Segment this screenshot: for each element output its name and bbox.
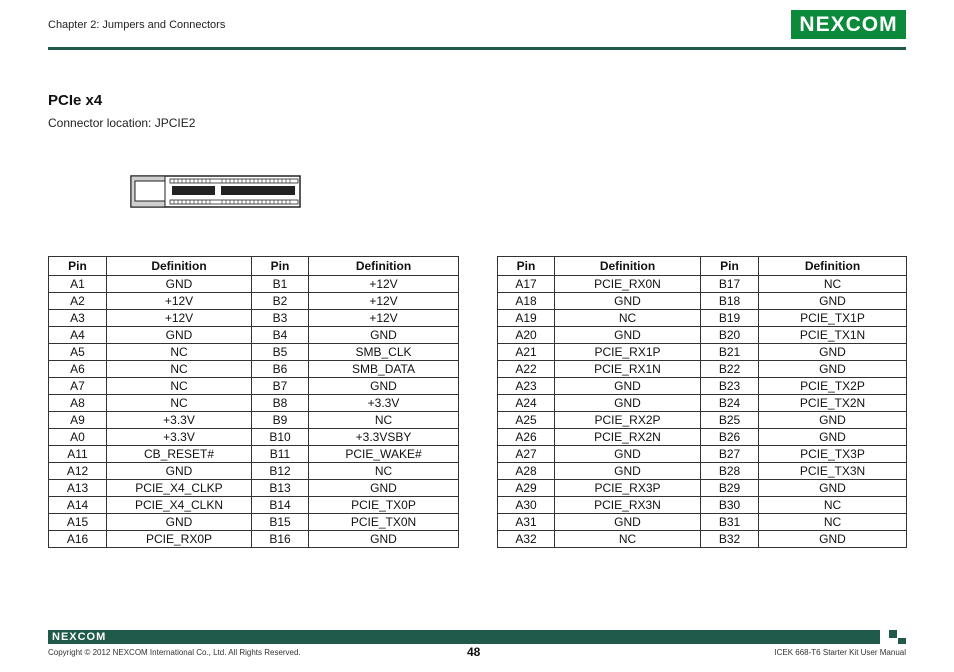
pin-cell: B21 (701, 344, 759, 361)
definition-cell: PCIE_RX2P (555, 412, 701, 429)
pin-cell: A27 (498, 446, 555, 463)
definition-cell: GND (759, 412, 907, 429)
definition-cell: GND (107, 463, 252, 480)
pin-cell: B18 (701, 293, 759, 310)
pin-cell: B13 (252, 480, 309, 497)
definition-cell: PCIE_RX0P (107, 531, 252, 548)
pin-cell: A1 (49, 276, 107, 293)
copyright-text: Copyright © 2012 NEXCOM International Co., Ltd. All Rights Reserved. (48, 648, 301, 657)
pin-cell: A9 (49, 412, 107, 429)
definition-cell: PCIE_RX2N (555, 429, 701, 446)
logo-text: NEXCOM (799, 13, 898, 36)
table-row (49, 429, 459, 446)
definition-cell: PCIE_RX3P (555, 480, 701, 497)
table-row (498, 344, 907, 361)
pin-cell: A16 (49, 531, 107, 548)
definition-cell: SMB_DATA (309, 361, 459, 378)
definition-cell: +3.3V (107, 412, 252, 429)
column-header: Definition (107, 257, 252, 276)
pin-cell: B8 (252, 395, 309, 412)
pin-cell: A18 (498, 293, 555, 310)
pin-cell: B7 (252, 378, 309, 395)
definition-cell: GND (759, 429, 907, 446)
corner-mark (889, 630, 897, 638)
definition-cell: NC (107, 344, 252, 361)
definition-cell: GND (309, 531, 459, 548)
definition-cell: NC (309, 412, 459, 429)
pin-cell: B1 (252, 276, 309, 293)
definition-cell: NC (759, 276, 907, 293)
definition-cell: GND (555, 327, 701, 344)
corner-mark (898, 638, 906, 644)
nexcom-logo (791, 10, 906, 39)
column-header: Definition (309, 257, 459, 276)
pin-cell: B4 (252, 327, 309, 344)
header-divider (48, 47, 906, 50)
definition-cell: PCIE_TX2N (759, 395, 907, 412)
definition-cell: NC (555, 531, 701, 548)
pin-cell: A11 (49, 446, 107, 463)
pin-cell: B29 (701, 480, 759, 497)
definition-cell: +3.3V (309, 395, 459, 412)
definition-cell: GND (555, 446, 701, 463)
table-row (498, 361, 907, 378)
table-row (498, 446, 907, 463)
pin-cell: B16 (252, 531, 309, 548)
pin-cell: A26 (498, 429, 555, 446)
table-row (49, 344, 459, 361)
table-row (49, 480, 459, 497)
definition-cell: NC (107, 395, 252, 412)
definition-cell: +12V (107, 293, 252, 310)
table-row (498, 276, 907, 293)
table-header-row (498, 257, 907, 276)
table-row (49, 514, 459, 531)
table-header-row (49, 257, 459, 276)
column-header: Pin (252, 257, 309, 276)
definition-cell: GND (759, 293, 907, 310)
table-row (498, 480, 907, 497)
definition-cell: GND (107, 327, 252, 344)
pin-cell: B30 (701, 497, 759, 514)
section-title: PCIe x4 (48, 92, 103, 109)
pin-cell: B2 (252, 293, 309, 310)
pin-cell: A6 (49, 361, 107, 378)
pin-cell: A5 (49, 344, 107, 361)
table-row (498, 395, 907, 412)
pin-cell: B12 (252, 463, 309, 480)
table-row (498, 378, 907, 395)
table-row (498, 514, 907, 531)
definition-cell: +12V (309, 310, 459, 327)
definition-cell: GND (759, 480, 907, 497)
table-row (49, 293, 459, 310)
pin-cell: A29 (498, 480, 555, 497)
definition-cell: PCIE_TX0N (309, 514, 459, 531)
definition-cell: PCIE_TX3N (759, 463, 907, 480)
pin-cell: B28 (701, 463, 759, 480)
definition-cell: GND (555, 395, 701, 412)
definition-cell: GND (555, 514, 701, 531)
definition-cell: GND (309, 378, 459, 395)
pin-cell: A3 (49, 310, 107, 327)
pin-cell: B32 (701, 531, 759, 548)
pin-cell: B19 (701, 310, 759, 327)
table-row (498, 327, 907, 344)
pin-cell: A12 (49, 463, 107, 480)
pin-cell: B5 (252, 344, 309, 361)
definition-cell: NC (107, 378, 252, 395)
definition-cell: NC (759, 497, 907, 514)
definition-cell: PCIE_RX0N (555, 276, 701, 293)
pin-cell: B27 (701, 446, 759, 463)
definition-cell: PCIE_TX1N (759, 327, 907, 344)
table-row (498, 429, 907, 446)
pin-cell: B31 (701, 514, 759, 531)
table-row (49, 327, 459, 344)
pin-cell: A21 (498, 344, 555, 361)
definition-cell: PCIE_TX1P (759, 310, 907, 327)
table-row (49, 310, 459, 327)
pin-cell: B15 (252, 514, 309, 531)
definition-cell: NC (309, 463, 459, 480)
definition-cell: GND (107, 514, 252, 531)
definition-cell: PCIE_WAKE# (309, 446, 459, 463)
pin-cell: A30 (498, 497, 555, 514)
definition-cell: GND (759, 531, 907, 548)
table-row (49, 378, 459, 395)
definition-cell: +12V (107, 310, 252, 327)
pin-cell: B11 (252, 446, 309, 463)
pin-cell: A7 (49, 378, 107, 395)
pin-cell: B6 (252, 361, 309, 378)
pin-cell: A31 (498, 514, 555, 531)
definition-cell: PCIE_TX3P (759, 446, 907, 463)
pin-cell: A14 (49, 497, 107, 514)
pin-cell: A23 (498, 378, 555, 395)
table-row (49, 463, 459, 480)
definition-cell: +12V (309, 276, 459, 293)
column-header: Pin (49, 257, 107, 276)
page-number: 48 (467, 645, 481, 659)
definition-cell: +3.3VSBY (309, 429, 459, 446)
pcie-connector-diagram (130, 175, 302, 209)
table-row (498, 463, 907, 480)
definition-cell: GND (555, 378, 701, 395)
definition-cell: GND (309, 480, 459, 497)
pin-cell: A15 (49, 514, 107, 531)
definition-cell: GND (555, 463, 701, 480)
pin-cell: A17 (498, 276, 555, 293)
definition-cell: PCIE_RX1P (555, 344, 701, 361)
definition-cell: GND (555, 293, 701, 310)
table-row (498, 497, 907, 514)
pin-cell: B10 (252, 429, 309, 446)
definition-cell: PCIE_RX1N (555, 361, 701, 378)
definition-cell: GND (107, 276, 252, 293)
definition-cell: NC (555, 310, 701, 327)
table-row (498, 531, 907, 548)
pin-cell: A0 (49, 429, 107, 446)
definition-cell: PCIE_X4_CLKN (107, 497, 252, 514)
column-header: Pin (498, 257, 555, 276)
pin-cell: A24 (498, 395, 555, 412)
table-row (49, 276, 459, 293)
pin-cell: A32 (498, 531, 555, 548)
pin-cell: A28 (498, 463, 555, 480)
definition-cell: +12V (309, 293, 459, 310)
table-row (49, 361, 459, 378)
manual-title: ICEK 668-T6 Starter Kit User Manual (774, 648, 906, 657)
table-row (49, 412, 459, 429)
pin-cell: A13 (49, 480, 107, 497)
pin-cell: A2 (49, 293, 107, 310)
definition-cell: PCIE_TX0P (309, 497, 459, 514)
chapter-title: Chapter 2: Jumpers and Connectors (48, 19, 226, 31)
pin-cell: A20 (498, 327, 555, 344)
pin-cell: B20 (701, 327, 759, 344)
table-body (498, 276, 907, 548)
pin-cell: B14 (252, 497, 309, 514)
table-row (498, 412, 907, 429)
pin-cell: B26 (701, 429, 759, 446)
pin-cell: B23 (701, 378, 759, 395)
definition-cell: NC (759, 514, 907, 531)
footer-bar (48, 630, 880, 644)
definition-cell: SMB_CLK (309, 344, 459, 361)
pin-cell: A4 (49, 327, 107, 344)
pin-table-right (497, 256, 907, 548)
definition-cell: PCIE_X4_CLKP (107, 480, 252, 497)
footer-logo: NEXCOM (52, 631, 107, 643)
definition-cell: +3.3V (107, 429, 252, 446)
pin-cell: B9 (252, 412, 309, 429)
pin-cell: B3 (252, 310, 309, 327)
connector-location: Connector location: JPCIE2 (48, 116, 196, 130)
column-header: Pin (701, 257, 759, 276)
table-row (49, 497, 459, 514)
column-header: Definition (759, 257, 907, 276)
definition-cell: CB_RESET# (107, 446, 252, 463)
table-row (498, 293, 907, 310)
definition-cell: GND (759, 344, 907, 361)
pin-cell: B25 (701, 412, 759, 429)
table-row (49, 531, 459, 548)
pin-cell: A25 (498, 412, 555, 429)
pin-cell: B24 (701, 395, 759, 412)
pin-cell: B17 (701, 276, 759, 293)
definition-cell: GND (759, 361, 907, 378)
definition-cell: PCIE_TX2P (759, 378, 907, 395)
pin-table-left (48, 256, 459, 548)
column-header: Definition (555, 257, 701, 276)
table-row (498, 310, 907, 327)
table-body (49, 276, 459, 548)
pin-cell: A8 (49, 395, 107, 412)
definition-cell: NC (107, 361, 252, 378)
definition-cell: GND (309, 327, 459, 344)
table-row (49, 395, 459, 412)
pin-cell: B22 (701, 361, 759, 378)
table-row (49, 446, 459, 463)
pin-cell: A19 (498, 310, 555, 327)
pin-cell: A22 (498, 361, 555, 378)
definition-cell: PCIE_RX3N (555, 497, 701, 514)
